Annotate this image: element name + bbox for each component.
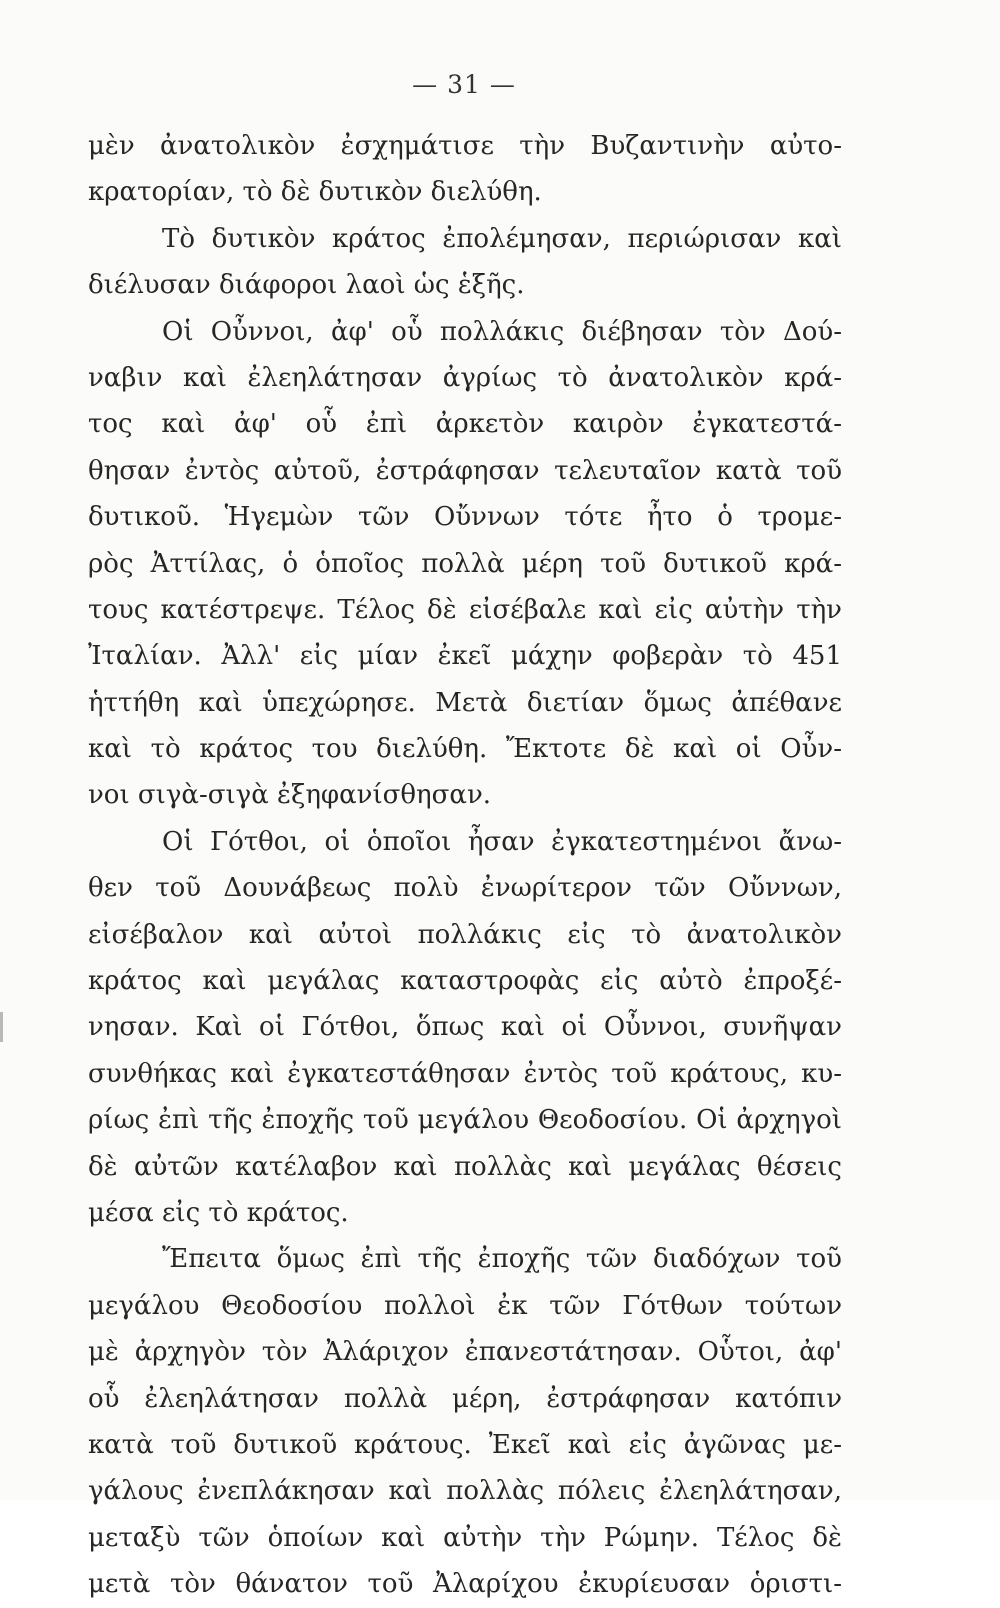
text-line: μεταξὺ τῶν ὁποίων καὶ αὐτὴν τὴν Ρώμην. Τέλος δὲ xyxy=(88,1522,842,1553)
text-line: Τὸ δυτικὸν κράτος ἐπολέμησαν, περιώρισαν καὶ xyxy=(162,223,842,254)
text-line: γάλους ἐνεπλάκησαν καὶ πολλὰς πόλεις ἐλεηλάτησαν, xyxy=(88,1476,842,1507)
binding-edge-mark xyxy=(0,1012,3,1042)
text-line: ρίως ἐπὶ τῆς ἐποχῆς τοῦ μεγάλου Θεοδοσίου. Οἱ ἀρχηγοὶ xyxy=(88,1105,842,1136)
text-line: τους κατέστρεψε. Τέλος δὲ εἰσέβαλε καὶ εἰς αὐτὴν τὴν xyxy=(88,594,842,625)
paragraph xyxy=(88,123,842,216)
text-line: μὲν ἀνατολικὸν ἐσχημάτισε τὴν Βυζαντινὴν αὐτο- xyxy=(88,131,842,161)
text-line: θεν τοῦ Δουνάβεως πολὺ ἐνωρίτερον τῶν Οὔννων, xyxy=(88,873,842,904)
paragraph xyxy=(88,216,842,309)
text-line: καὶ τὸ κράτος του διελύθη. Ἔκτοτε δὲ καὶ οἱ Οὖν- xyxy=(88,734,842,765)
text-line: ναβιν καὶ ἐλεηλάτησαν ἀγρίως τὸ ἀνατολικὸν κρά- xyxy=(88,362,842,393)
text-line: δυτικοῦ. Ἡγεμὼν τῶν Οὔννων τότε ἦτο ὁ τρομε- xyxy=(88,502,842,533)
text-line: δὲ αὐτῶν κατέλαβον καὶ πολλὰς καὶ μεγάλας θέσεις xyxy=(88,1151,842,1182)
text-line: εἰσέβαλον καὶ αὐτοὶ πολλάκις εἰς τὸ ἀνατολικὸν xyxy=(88,919,842,950)
text-line: θησαν ἐντὸς αὐτοῦ, ἐστράφησαν τελευταῖον κατὰ τοῦ xyxy=(88,455,842,486)
text-line: Ἰταλίαν. Ἀλλ' εἰς μίαν ἐκεῖ μάχην φοβερὰν τὸ 451 xyxy=(88,641,842,672)
text-line: ρὸς Ἀττίλας, ὁ ὁποῖος πολλὰ μέρη τοῦ δυτικοῦ κρά- xyxy=(88,548,842,579)
text-line: συνθήκας καὶ ἐγκατεστάθησαν ἐντὸς τοῦ κράτους, κυ- xyxy=(88,1058,842,1089)
paragraph xyxy=(88,1236,842,1607)
text-line: ἡττήθη καὶ ὑπεχώρησε. Μετὰ διετίαν ὅμως ἀπέθανε xyxy=(88,687,842,718)
text-line: Οἱ Γότθοι, οἱ ὁποῖοι ἦσαν ἐγκατεστημένοι ἄνω- xyxy=(162,826,842,857)
page-number: — 31 — xyxy=(412,70,516,99)
text-line: τος καὶ ἀφ' οὗ ἐπὶ ἀρκετὸν καιρὸν ἐγκατεστά- xyxy=(88,409,842,440)
text-line: κατὰ τοῦ δυτικοῦ κράτους. Ἐκεῖ καὶ εἰς ἀγῶνας με- xyxy=(88,1429,842,1460)
text-line: νοι σιγὰ-σιγὰ ἐξηφανίσθησαν. xyxy=(88,780,492,811)
text-line: μεγάλου Θεοδοσίου πολλοὶ ἐκ τῶν Γότθων τούτων xyxy=(88,1290,842,1321)
paragraph xyxy=(88,309,842,819)
text-line: Οἱ Οὖννοι, ἀφ' οὗ πολλάκις διέβησαν τὸν Δού- xyxy=(162,316,842,347)
text-line: διέλυσαν διάφοροι λαοὶ ὡς ἑξῆς. xyxy=(88,270,525,301)
paragraph xyxy=(88,819,842,1237)
text-line: μὲ ἀρχηγὸν τὸν Ἀλάριχον ἐπανεστάτησαν. Οὗτοι, ἀφ' xyxy=(88,1337,842,1368)
text-line: μέσα εἰς τὸ κράτος. xyxy=(88,1197,349,1228)
text-line: οὗ ἐλεηλάτησαν πολλὰ μέρη, ἐστράφησαν κατόπιν xyxy=(88,1383,842,1414)
text-line: Ἔπειτα ὅμως ἐπὶ τῆς ἐποχῆς τῶν διαδόχων τοῦ xyxy=(162,1244,842,1275)
text-line: κράτος καὶ μεγάλας καταστροφὰς εἰς αὐτὸ ἐπροξέ- xyxy=(88,966,842,997)
text-line: μετὰ τὸν θάνατον τοῦ Ἀλαρίχου ἐκυρίευσαν ὁριστι- xyxy=(88,1569,842,1600)
body-text xyxy=(88,123,842,1608)
text-line: κρατορίαν, τὸ δὲ δυτικὸν διελύθη. xyxy=(88,177,542,208)
text-line: νησαν. Καὶ οἱ Γότθοι, ὅπως καὶ οἱ Οὖννοι, συνῆψαν xyxy=(88,1012,842,1043)
